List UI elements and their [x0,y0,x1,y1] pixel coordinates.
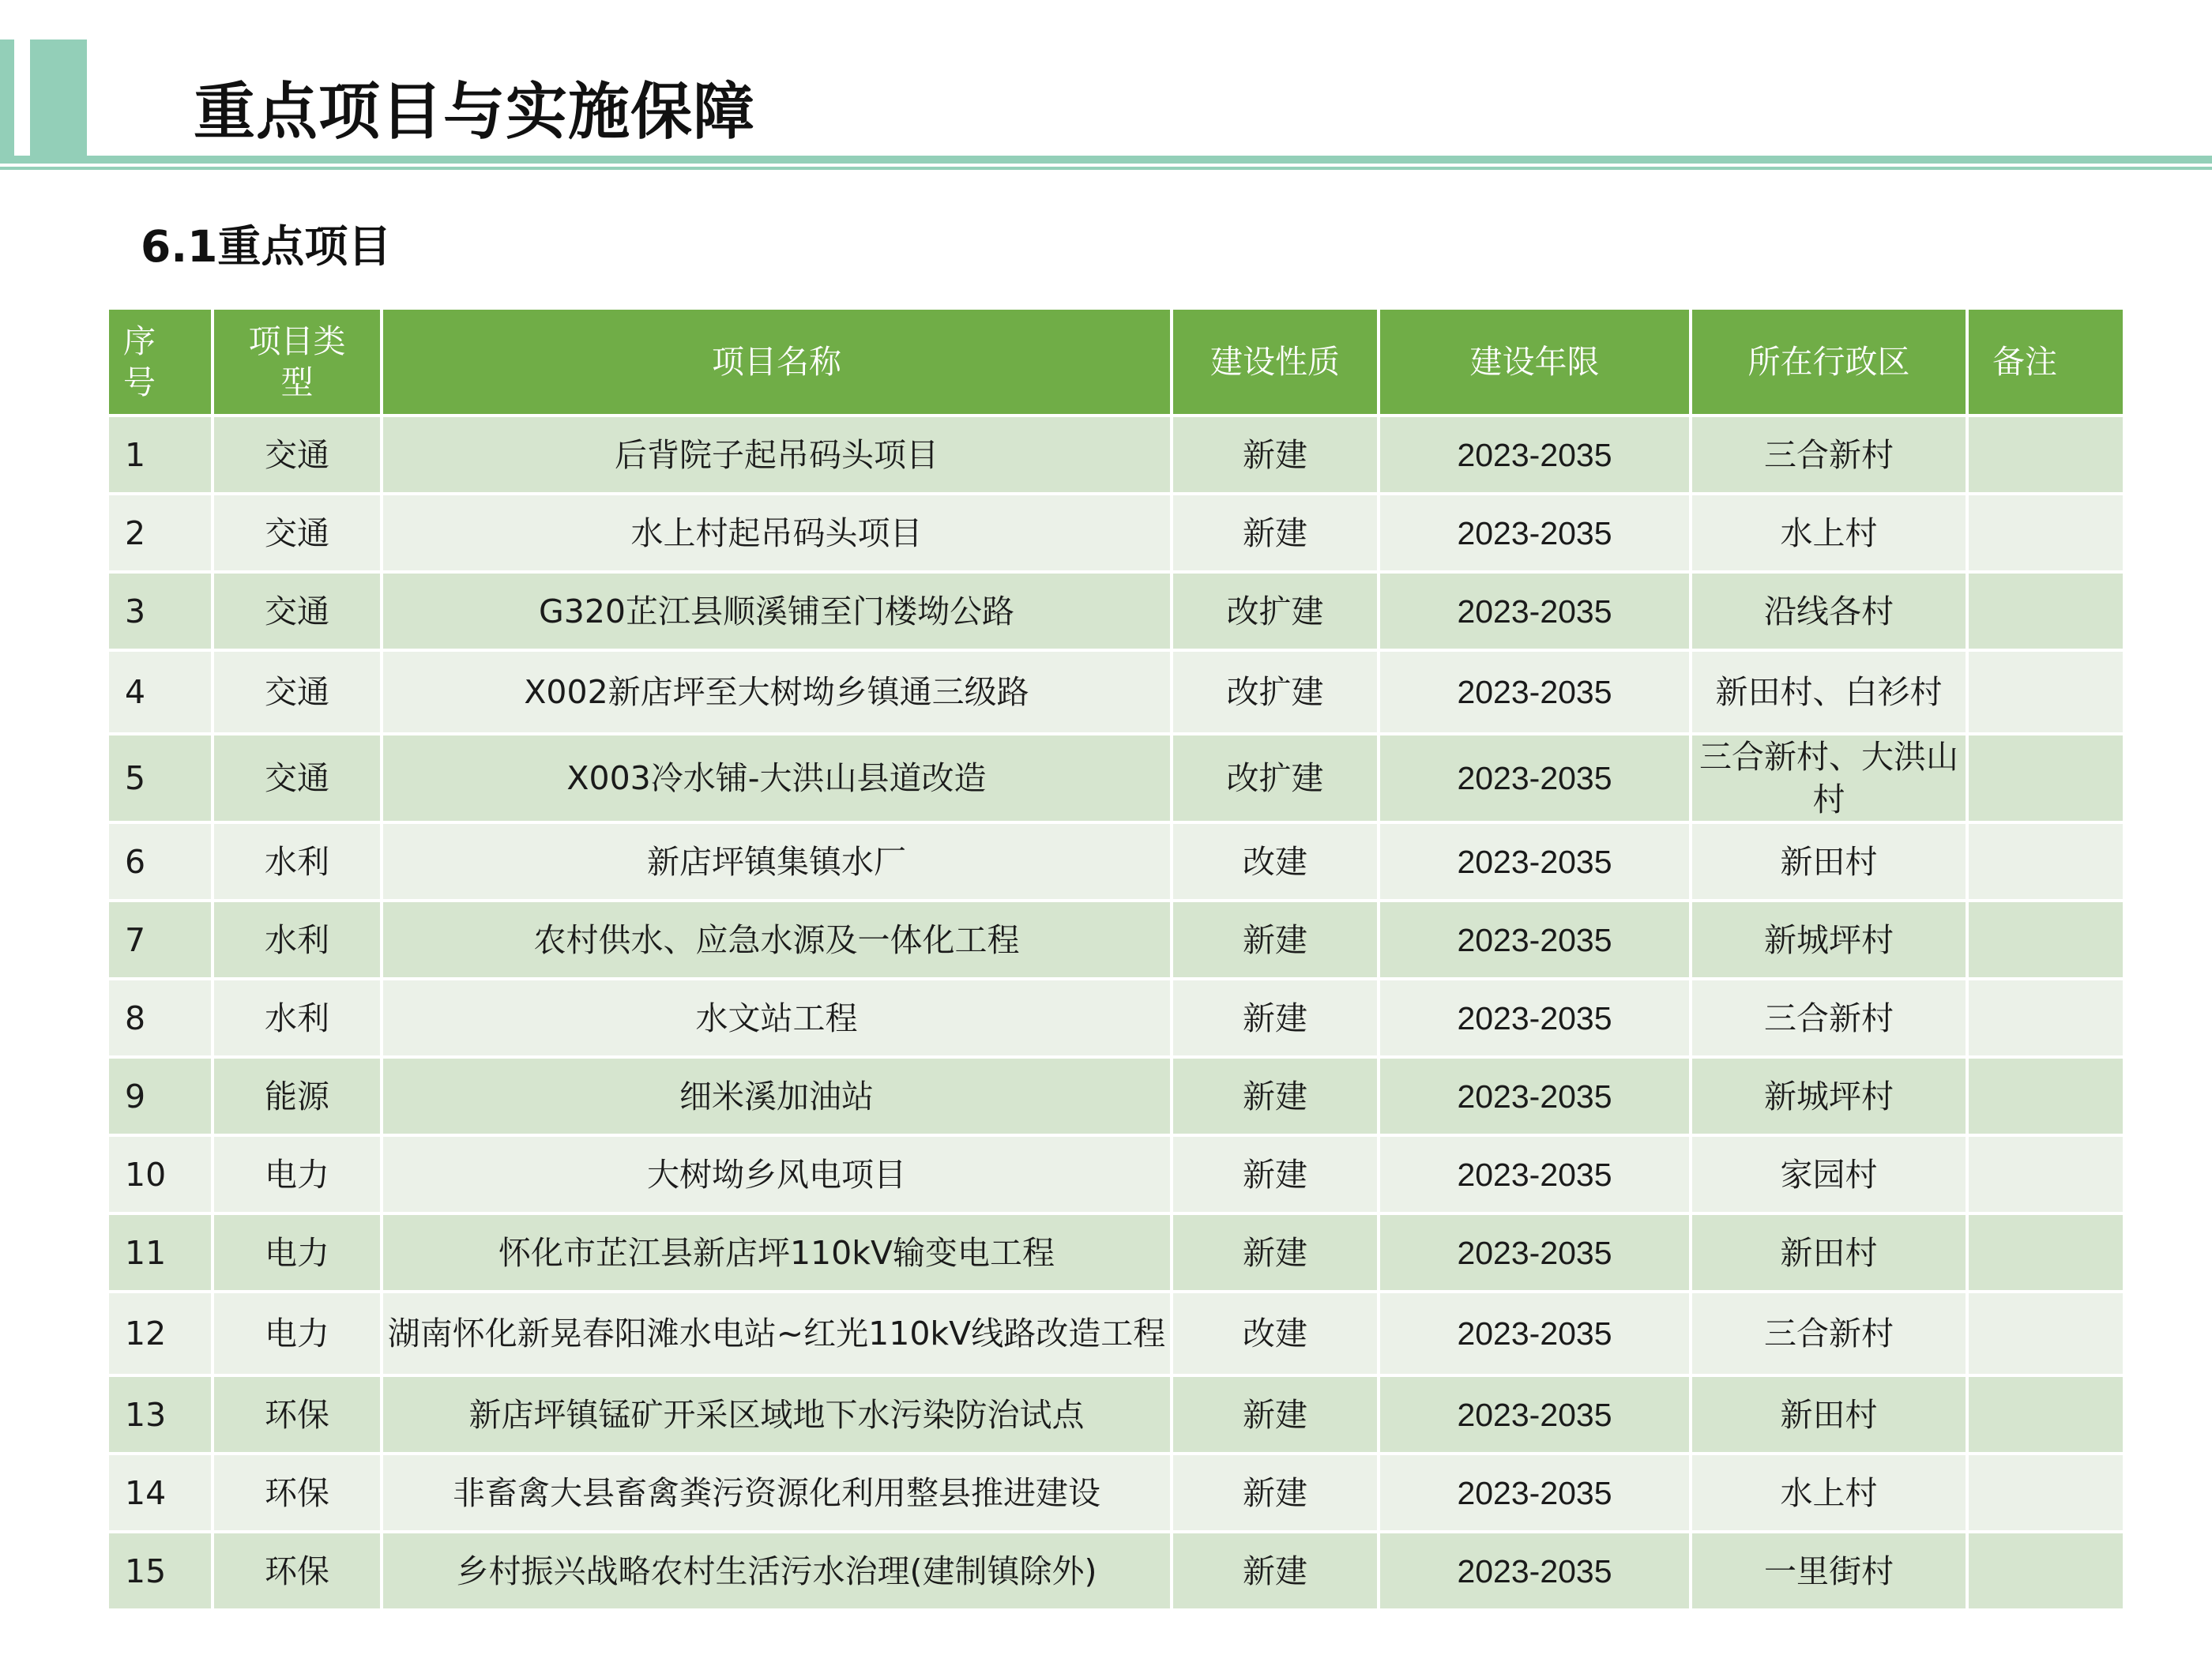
cell-name: 乡村振兴战略农村生活污水治理(建制镇除外) [383,1533,1170,1608]
cell-name: 细米溪加油站 [383,1059,1170,1134]
cell-nature: 新建 [1173,417,1377,492]
table-row [109,1137,2123,1212]
table-row [109,1533,2123,1608]
cell-seq: 6 [109,824,211,899]
table-row [109,495,2123,570]
table-row [109,1377,2123,1452]
column-header-region: 所在行政区 [1692,310,1966,414]
table-row [109,902,2123,977]
cell-name: 怀化市芷江县新店坪110kV输变电工程 [383,1215,1170,1290]
header-divider-thin [0,167,2212,170]
cell-nature: 新建 [1173,980,1377,1055]
cell-nature: 新建 [1173,1377,1377,1452]
cell-region: 水上村 [1692,1455,1966,1530]
cell-period: 2023-2035 [1380,1215,1689,1290]
cell-type: 交通 [214,652,380,732]
cell-region: 新城坪村 [1692,1059,1966,1134]
cell-type: 交通 [214,417,380,492]
table-row [109,574,2123,649]
table-row [109,1293,2123,1374]
cell-remark [1969,824,2123,899]
cell-type: 电力 [214,1137,380,1212]
cell-name: 水上村起吊码头项目 [383,495,1170,570]
cell-type: 电力 [214,1293,380,1374]
table-row [109,1059,2123,1134]
header-divider-thick [0,156,2212,164]
cell-nature: 新建 [1173,1137,1377,1212]
cell-remark [1969,902,2123,977]
cell-seq: 9 [109,1059,211,1134]
cell-period: 2023-2035 [1380,1137,1689,1212]
table-row [109,824,2123,899]
cell-remark [1969,1455,2123,1530]
cell-nature: 新建 [1173,902,1377,977]
cell-seq: 12 [109,1293,211,1374]
cell-remark [1969,1215,2123,1290]
cell-type: 交通 [214,495,380,570]
cell-name: 湖南怀化新晃春阳滩水电站~红光110kV线路改造工程 [383,1293,1170,1374]
cell-nature: 改建 [1173,824,1377,899]
cell-seq: 5 [109,735,211,821]
cell-period: 2023-2035 [1380,735,1689,821]
cell-remark [1969,574,2123,649]
table-row [109,735,2123,821]
column-header-type: 项目类 型 [214,310,380,414]
cell-remark [1969,495,2123,570]
header-accent-bar-left [0,40,14,158]
cell-name: 水文站工程 [383,980,1170,1055]
cell-name: 新店坪镇集镇水厂 [383,824,1170,899]
cell-seq: 2 [109,495,211,570]
cell-nature: 新建 [1173,1215,1377,1290]
cell-remark [1969,980,2123,1055]
cell-period: 2023-2035 [1380,1455,1689,1530]
column-header-remark: 备注 [1969,310,2123,414]
cell-region: 三合新村 [1692,980,1966,1055]
cell-name: 农村供水、应急水源及一体化工程 [383,902,1170,977]
table-row [109,652,2123,732]
cell-region: 新田村、白衫村 [1692,652,1966,732]
cell-type: 电力 [214,1215,380,1290]
table-body [109,417,2123,1608]
table-row [109,1455,2123,1530]
cell-type: 环保 [214,1533,380,1608]
cell-seq: 13 [109,1377,211,1452]
cell-seq: 11 [109,1215,211,1290]
cell-name: 后背院子起吊码头项目 [383,417,1170,492]
column-header-seq: 序 号 [109,310,211,414]
cell-remark [1969,1533,2123,1608]
cell-region: 家园村 [1692,1137,1966,1212]
cell-region: 新田村 [1692,1377,1966,1452]
cell-period: 2023-2035 [1380,1377,1689,1452]
cell-seq: 15 [109,1533,211,1608]
cell-remark [1969,735,2123,821]
page-title: 重点项目与实施保障 [194,77,756,148]
column-header-period: 建设年限 [1380,310,1689,414]
cell-remark [1969,1137,2123,1212]
cell-period: 2023-2035 [1380,824,1689,899]
cell-nature: 改建 [1173,1293,1377,1374]
cell-remark [1969,417,2123,492]
cell-region: 三合新村、大洪山村 [1692,735,1966,821]
cell-type: 水利 [214,824,380,899]
cell-region: 新田村 [1692,824,1966,899]
cell-period: 2023-2035 [1380,1059,1689,1134]
cell-seq: 3 [109,574,211,649]
cell-region: 一里街村 [1692,1533,1966,1608]
cell-type: 环保 [214,1377,380,1452]
cell-type: 水利 [214,902,380,977]
cell-region: 新城坪村 [1692,902,1966,977]
cell-nature: 改扩建 [1173,735,1377,821]
cell-period: 2023-2035 [1380,652,1689,732]
table-header-row [109,310,2123,414]
cell-remark [1969,1059,2123,1134]
cell-seq: 8 [109,980,211,1055]
cell-period: 2023-2035 [1380,417,1689,492]
cell-remark [1969,652,2123,732]
cell-remark [1969,1377,2123,1452]
cell-region: 三合新村 [1692,417,1966,492]
cell-nature: 改扩建 [1173,574,1377,649]
cell-region: 新田村 [1692,1215,1966,1290]
table-row [109,980,2123,1055]
cell-seq: 14 [109,1455,211,1530]
cell-name: 新店坪镇锰矿开采区域地下水污染防治试点 [383,1377,1170,1452]
cell-period: 2023-2035 [1380,574,1689,649]
table-row [109,417,2123,492]
cell-nature: 新建 [1173,495,1377,570]
column-header-name: 项目名称 [383,310,1170,414]
cell-nature: 新建 [1173,1059,1377,1134]
cell-nature: 新建 [1173,1533,1377,1608]
cell-type: 水利 [214,980,380,1055]
cell-period: 2023-2035 [1380,1533,1689,1608]
cell-name: X003冷水铺-大洪山县道改造 [383,735,1170,821]
header-accent-bar-right [30,40,87,158]
cell-type: 环保 [214,1455,380,1530]
cell-period: 2023-2035 [1380,980,1689,1055]
cell-nature: 新建 [1173,1455,1377,1530]
cell-region: 沿线各村 [1692,574,1966,649]
column-header-nature: 建设性质 [1173,310,1377,414]
cell-period: 2023-2035 [1380,902,1689,977]
cell-name: X002新店坪至大树坳乡镇通三级路 [383,652,1170,732]
cell-seq: 1 [109,417,211,492]
cell-name: 非畜禽大县畜禽粪污资源化利用整县推进建设 [383,1455,1170,1530]
cell-type: 能源 [214,1059,380,1134]
cell-period: 2023-2035 [1380,1293,1689,1374]
cell-region: 水上村 [1692,495,1966,570]
cell-seq: 4 [109,652,211,732]
section-title: 6.1重点项目 [141,221,392,272]
cell-nature: 改扩建 [1173,652,1377,732]
cell-name: G320芷江县顺溪铺至门楼坳公路 [383,574,1170,649]
projects-table [106,307,2126,1612]
cell-name: 大树坳乡风电项目 [383,1137,1170,1212]
cell-remark [1969,1293,2123,1374]
cell-type: 交通 [214,735,380,821]
cell-seq: 7 [109,902,211,977]
table-row [109,1215,2123,1290]
cell-period: 2023-2035 [1380,495,1689,570]
cell-type: 交通 [214,574,380,649]
cell-seq: 10 [109,1137,211,1212]
cell-region: 三合新村 [1692,1293,1966,1374]
